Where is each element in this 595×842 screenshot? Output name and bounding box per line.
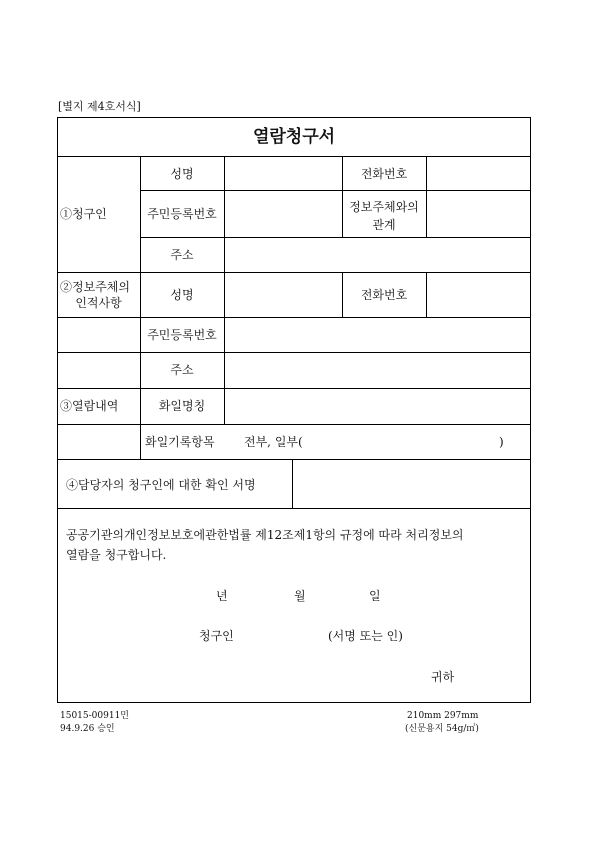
col-divider <box>426 272 427 317</box>
requester-label: 청구인 <box>199 629 234 643</box>
footer-paper: (신문용지 54g/㎡) <box>405 724 479 734</box>
footer-approval: 94.9.26 승인 <box>60 724 115 734</box>
subject-phone-label: 전화번호 <box>360 288 408 302</box>
statement-line2: 열람을 청구합니다. <box>66 548 167 562</box>
statement-line1: 공공기관의개인정보보호에관한법률 제12조제1항의 규정에 따라 처리정보의 <box>66 528 464 542</box>
date-day-label: 일 <box>369 589 381 603</box>
section-staff-signature-label: ④담당자의 청구인에 대한 확인 서명 <box>66 478 256 492</box>
relation-label-line2: 관계 <box>372 218 396 232</box>
scope-text: 전부, 일부( <box>244 435 303 449</box>
file-name-label: 화일명칭 <box>158 399 206 413</box>
scope-close-paren: ) <box>499 435 504 449</box>
form-frame <box>57 117 531 703</box>
signature-label: (서명 또는 인) <box>328 629 403 643</box>
date-month-label: 월 <box>294 589 306 603</box>
row-divider <box>57 388 531 389</box>
row-divider <box>57 272 531 273</box>
col-divider <box>292 459 293 508</box>
form-code: [별지 제4호서식] <box>58 100 141 113</box>
page-title: 열람청구서 <box>252 127 336 147</box>
subject-rrn-label: 주민등록번호 <box>147 328 217 342</box>
row-divider <box>57 352 531 353</box>
rrn-label: 주민등록번호 <box>147 207 217 221</box>
col-divider <box>140 156 141 459</box>
section-subject-label-line1: ②정보주체의 <box>60 280 130 294</box>
phone-label: 전화번호 <box>360 167 408 181</box>
row-divider <box>57 317 531 318</box>
row-divider <box>57 459 531 460</box>
row-divider <box>140 237 531 238</box>
relation-label-line1: 정보주체와의 <box>349 200 419 214</box>
file-items-label: 화일기록항목 <box>145 435 215 449</box>
name-label: 성명 <box>170 167 194 181</box>
address-label: 주소 <box>170 248 194 262</box>
date-year-label: 년 <box>216 589 228 603</box>
row-divider <box>57 424 531 425</box>
col-divider <box>224 156 225 424</box>
subject-address-label: 주소 <box>170 363 194 377</box>
subject-name-label: 성명 <box>170 288 194 302</box>
row-divider <box>57 508 531 509</box>
row-divider <box>57 156 531 157</box>
addressee-label: 귀하 <box>431 670 455 684</box>
section-requester-label: ①청구인 <box>60 207 107 221</box>
footer-size: 210mm 297mm <box>407 711 479 721</box>
row-divider <box>140 190 531 191</box>
section-request-details-label: ③열람내역 <box>60 399 119 413</box>
col-divider <box>426 156 427 237</box>
section-subject-label-line2: 인적사항 <box>75 296 122 310</box>
footer-code: 15015-00911민 <box>60 711 129 721</box>
